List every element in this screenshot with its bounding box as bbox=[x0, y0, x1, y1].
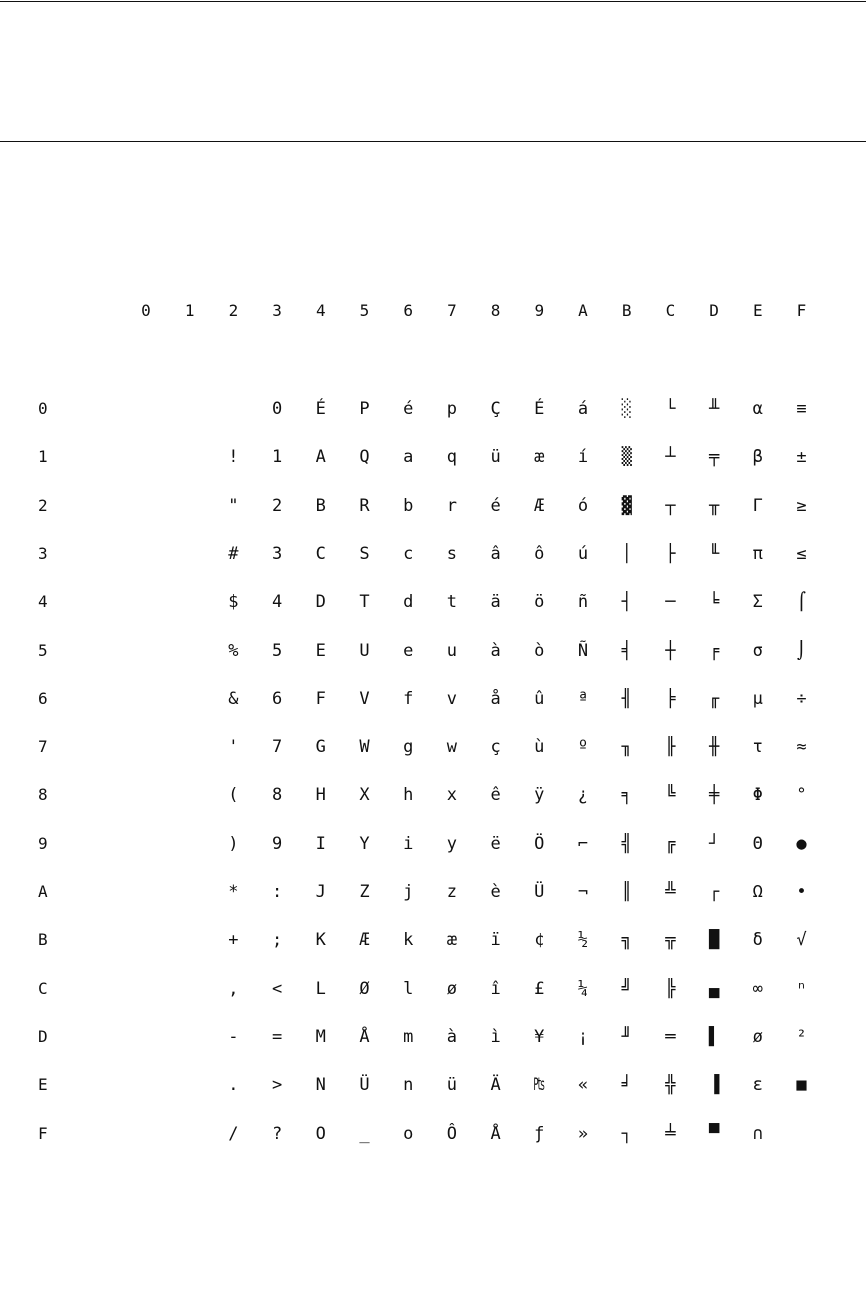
char-cell: ╦ bbox=[665, 930, 676, 951]
char-cell: u bbox=[446, 640, 458, 661]
char-cell: Ô bbox=[446, 1123, 458, 1144]
char-cell: ╚ bbox=[665, 785, 676, 806]
char-cell: ë bbox=[490, 833, 501, 854]
char-cell: ╬ bbox=[665, 1075, 676, 1096]
char-cell: 3 bbox=[271, 543, 283, 564]
char-cell: 1 bbox=[271, 447, 283, 468]
char-cell: ä bbox=[490, 592, 501, 613]
char-cell: x bbox=[446, 785, 458, 806]
char-cell: e bbox=[403, 640, 414, 661]
char-cell: G bbox=[315, 737, 326, 758]
char-cell: a bbox=[403, 447, 414, 468]
row-header: 2 bbox=[38, 495, 48, 515]
char-cell: î bbox=[490, 978, 501, 999]
row-header: 9 bbox=[38, 833, 48, 853]
char-cell: ▀ bbox=[708, 1123, 720, 1144]
char-cell: é bbox=[490, 495, 501, 516]
char-cell: â bbox=[490, 543, 501, 564]
char-cell: * bbox=[228, 882, 239, 902]
char-cell: ┐ bbox=[621, 1123, 632, 1144]
char-cell: ┼ bbox=[665, 640, 676, 661]
char-cell: ô bbox=[534, 543, 545, 564]
char-cell: ⌠ bbox=[796, 592, 807, 613]
column-header: 9 bbox=[534, 301, 545, 320]
char-cell: ╗ bbox=[621, 930, 632, 951]
char-cell: Ü bbox=[359, 1075, 370, 1096]
char-cell: Ö bbox=[534, 833, 545, 854]
char-cell: f bbox=[403, 688, 414, 709]
column-header: B bbox=[621, 301, 632, 320]
char-cell: ÷ bbox=[796, 688, 807, 709]
char-cell: ▐ bbox=[708, 1075, 720, 1096]
char-cell: ñ bbox=[577, 592, 589, 613]
char-cell: ┤ bbox=[621, 592, 632, 613]
char-cell: Å bbox=[490, 1123, 501, 1144]
char-cell: ø bbox=[752, 1026, 763, 1047]
char-cell: æ bbox=[534, 447, 545, 468]
char-cell: X bbox=[359, 785, 370, 806]
char-cell: │ bbox=[621, 543, 632, 564]
char-cell: m bbox=[403, 1026, 414, 1047]
char-cell: 4 bbox=[271, 592, 283, 613]
char-cell: W bbox=[359, 737, 370, 758]
column-header: D bbox=[709, 301, 719, 320]
char-cell: _ bbox=[359, 1123, 370, 1144]
column-header: 8 bbox=[490, 301, 501, 320]
char-cell: π bbox=[752, 543, 763, 564]
char-cell: ╥ bbox=[708, 495, 720, 516]
char-cell: ∞ bbox=[752, 978, 763, 999]
char-cell: n bbox=[403, 1075, 414, 1096]
char-cell: ê bbox=[490, 785, 501, 806]
char-cell: ├ bbox=[665, 543, 676, 564]
char-cell: ╤ bbox=[708, 447, 720, 468]
char-cell: , bbox=[228, 978, 239, 999]
char-cell: B bbox=[315, 495, 326, 516]
char-cell: L bbox=[315, 978, 326, 999]
char-cell: ì bbox=[490, 1026, 501, 1047]
char-cell: ▄ bbox=[708, 978, 720, 999]
char-cell: H bbox=[315, 785, 326, 806]
char-cell: í bbox=[577, 447, 589, 468]
char-cell: C bbox=[315, 543, 326, 564]
char-cell: à bbox=[490, 640, 501, 661]
char-cell: ; bbox=[271, 930, 283, 951]
char-cell: S bbox=[359, 543, 370, 564]
char-cell: ┌ bbox=[708, 882, 720, 902]
char-cell: M bbox=[315, 1026, 326, 1047]
char-cell: ╞ bbox=[665, 688, 676, 709]
char-cell: ¬ bbox=[577, 882, 589, 902]
char-cell: ╙ bbox=[708, 543, 720, 564]
char-cell: à bbox=[446, 1026, 458, 1047]
column-header: C bbox=[665, 301, 676, 320]
char-cell: ⌐ bbox=[577, 833, 589, 854]
char-cell: T bbox=[359, 592, 370, 613]
char-cell: O bbox=[315, 1123, 326, 1144]
char-cell: 8 bbox=[271, 785, 283, 806]
char-cell: Ø bbox=[359, 978, 370, 999]
row-header: E bbox=[38, 1075, 48, 1095]
char-cell: $ bbox=[228, 592, 239, 613]
char-cell: ■ bbox=[796, 1075, 807, 1096]
char-cell: τ bbox=[752, 737, 763, 758]
char-cell: Z bbox=[359, 882, 370, 902]
char-cell: % bbox=[228, 640, 239, 661]
char-cell: - bbox=[228, 1026, 239, 1047]
column-header: A bbox=[578, 301, 588, 320]
char-cell: # bbox=[228, 543, 239, 564]
char-cell: é bbox=[403, 399, 414, 419]
char-cell: ! bbox=[228, 447, 239, 468]
column-header: 0 bbox=[141, 301, 151, 320]
char-cell: ● bbox=[796, 833, 807, 854]
char-cell: F bbox=[315, 688, 326, 709]
char-cell: å bbox=[490, 688, 501, 709]
char-cell: α bbox=[752, 399, 763, 419]
char-cell: ï bbox=[490, 930, 501, 951]
char-cell: J bbox=[315, 882, 326, 902]
char-cell: ─ bbox=[665, 592, 676, 613]
char-cell: 0 bbox=[271, 399, 283, 419]
char-cell: N bbox=[315, 1075, 326, 1096]
char-cell: s bbox=[446, 543, 458, 564]
char-cell: E bbox=[315, 640, 326, 661]
char-cell: z bbox=[446, 882, 458, 902]
char-cell: . bbox=[228, 1075, 239, 1096]
char-cell: " bbox=[228, 495, 239, 516]
char-cell: ┬ bbox=[665, 495, 676, 516]
char-cell: g bbox=[403, 737, 414, 758]
char-cell: ╛ bbox=[621, 1075, 632, 1096]
char-cell: K bbox=[315, 930, 326, 951]
char-cell: 2 bbox=[271, 495, 283, 516]
char-cell: ╒ bbox=[708, 640, 720, 661]
char-cell: ² bbox=[796, 1026, 807, 1047]
char-cell: σ bbox=[752, 640, 763, 661]
char-cell: ¢ bbox=[534, 930, 545, 951]
row-header: 5 bbox=[38, 640, 48, 660]
char-cell: ö bbox=[534, 592, 545, 613]
char-cell: 5 bbox=[271, 640, 283, 661]
char-cell: ' bbox=[228, 737, 239, 758]
char-cell: Θ bbox=[752, 833, 763, 854]
char-cell: Ñ bbox=[577, 640, 589, 661]
char-cell: P bbox=[359, 399, 370, 419]
char-cell: Φ bbox=[752, 785, 763, 806]
char-cell: ╪ bbox=[708, 785, 720, 806]
char-cell: Γ bbox=[752, 495, 763, 516]
char-cell: » bbox=[577, 1123, 589, 1144]
char-cell: c bbox=[403, 543, 414, 564]
row-header: 6 bbox=[38, 688, 48, 708]
char-cell: ╫ bbox=[708, 737, 720, 758]
char-cell: b bbox=[403, 495, 414, 516]
char-cell: Æ bbox=[534, 495, 545, 516]
char-cell: ½ bbox=[577, 930, 589, 951]
char-cell: ó bbox=[577, 495, 589, 516]
char-cell: ║ bbox=[621, 882, 632, 902]
char-cell: : bbox=[271, 882, 283, 902]
char-cell: ) bbox=[228, 833, 239, 854]
char-cell: p bbox=[446, 399, 458, 419]
char-cell: β bbox=[752, 447, 763, 468]
char-cell: █ bbox=[708, 930, 720, 951]
row-header: B bbox=[38, 930, 48, 950]
row-header: D bbox=[38, 1026, 48, 1046]
char-cell: o bbox=[403, 1123, 414, 1144]
char-cell: Ç bbox=[490, 399, 501, 419]
char-cell: ç bbox=[490, 737, 501, 758]
char-cell: ╢ bbox=[621, 688, 632, 709]
char-cell: ▌ bbox=[708, 1026, 720, 1047]
row-header: 4 bbox=[38, 592, 48, 612]
char-cell: ( bbox=[228, 785, 239, 806]
row-header: 8 bbox=[38, 785, 48, 805]
row-header: 7 bbox=[38, 737, 48, 757]
column-header: F bbox=[796, 301, 807, 320]
char-cell: ÿ bbox=[534, 785, 545, 806]
column-header: 7 bbox=[447, 301, 457, 320]
row-header: F bbox=[38, 1123, 48, 1143]
char-cell: ╣ bbox=[621, 833, 632, 854]
char-cell: ƒ bbox=[534, 1123, 545, 1144]
char-cell: ≡ bbox=[796, 399, 807, 419]
char-cell: R bbox=[359, 495, 370, 516]
column-header: 4 bbox=[315, 301, 326, 320]
column-header: 1 bbox=[184, 301, 195, 320]
row-header: A bbox=[38, 882, 48, 901]
char-cell: ╨ bbox=[708, 399, 720, 419]
char-cell: Σ bbox=[752, 592, 763, 613]
char-cell: £ bbox=[534, 978, 545, 999]
char-cell: = bbox=[271, 1026, 283, 1047]
column-header: 2 bbox=[228, 301, 239, 320]
char-cell: ⁿ bbox=[796, 978, 807, 999]
char-cell: ª bbox=[577, 688, 589, 709]
char-cell: ø bbox=[446, 978, 458, 999]
char-cell: > bbox=[271, 1075, 283, 1096]
char-cell: ∩ bbox=[752, 1123, 763, 1144]
char-cell: • bbox=[796, 882, 807, 902]
char-cell: j bbox=[403, 882, 414, 902]
char-cell: ? bbox=[271, 1123, 283, 1144]
char-cell: ≤ bbox=[796, 543, 807, 564]
char-cell: D bbox=[315, 592, 326, 613]
char-cell: á bbox=[577, 399, 589, 419]
char-cell: ü bbox=[446, 1075, 458, 1096]
char-cell: ± bbox=[796, 447, 807, 468]
column-header: E bbox=[752, 301, 763, 320]
char-cell: Æ bbox=[359, 930, 370, 951]
char-cell: V bbox=[359, 688, 370, 709]
char-cell: r bbox=[446, 495, 458, 516]
char-cell: ₧ bbox=[534, 1075, 545, 1096]
char-cell: I bbox=[315, 833, 326, 854]
char-cell: 9 bbox=[271, 833, 283, 854]
char-cell: 6 bbox=[271, 688, 283, 709]
char-cell: ░ bbox=[621, 399, 632, 419]
char-cell: + bbox=[228, 930, 239, 951]
char-cell: æ bbox=[446, 930, 458, 951]
char-cell: U bbox=[359, 640, 370, 661]
char-cell: d bbox=[403, 592, 414, 613]
char-cell: ┴ bbox=[665, 447, 676, 468]
char-cell: ü bbox=[490, 447, 501, 468]
char-cell: ▓ bbox=[621, 495, 632, 516]
char-cell: ╧ bbox=[665, 1123, 676, 1144]
column-header: 6 bbox=[403, 301, 413, 320]
char-cell: √ bbox=[796, 930, 807, 951]
char-cell: Ä bbox=[490, 1075, 501, 1096]
char-cell: i bbox=[403, 833, 414, 854]
char-cell: q bbox=[446, 447, 458, 468]
char-cell: É bbox=[534, 399, 545, 419]
row-header: 3 bbox=[38, 543, 48, 563]
char-cell: Y bbox=[359, 833, 370, 854]
char-cell: < bbox=[271, 978, 283, 999]
char-cell: ò bbox=[534, 640, 545, 661]
column-header: 3 bbox=[272, 301, 282, 320]
char-cell: ╘ bbox=[708, 592, 720, 613]
char-cell: A bbox=[315, 447, 326, 468]
char-cell: 7 bbox=[271, 737, 283, 758]
char-cell: ╓ bbox=[708, 688, 720, 709]
char-cell: ù bbox=[534, 737, 545, 758]
char-cell: Q bbox=[359, 447, 370, 468]
char-cell: É bbox=[315, 399, 326, 419]
char-cell: ¥ bbox=[534, 1026, 545, 1047]
char-cell: δ bbox=[752, 930, 763, 951]
char-cell: µ bbox=[752, 688, 763, 709]
char-cell: Å bbox=[359, 1026, 370, 1047]
char-cell: ┘ bbox=[708, 833, 720, 854]
char-cell: └ bbox=[665, 399, 676, 419]
char-cell: y bbox=[446, 833, 458, 854]
char-cell: ╖ bbox=[621, 737, 632, 758]
char-cell: ▒ bbox=[621, 447, 632, 468]
char-cell: û bbox=[534, 688, 545, 709]
char-cell: ╜ bbox=[621, 1026, 632, 1047]
char-cell: ╡ bbox=[621, 640, 632, 661]
char-cell: « bbox=[577, 1075, 589, 1096]
char-cell: t bbox=[446, 592, 458, 613]
char-cell: l bbox=[403, 978, 414, 999]
char-cell: v bbox=[446, 688, 458, 709]
char-cell: ¡ bbox=[577, 1026, 589, 1047]
char-cell: ε bbox=[752, 1075, 763, 1096]
char-cell: ╩ bbox=[665, 882, 676, 902]
char-cell: ╕ bbox=[621, 785, 632, 806]
char-cell: ═ bbox=[665, 1026, 676, 1047]
char-cell: ¿ bbox=[577, 785, 589, 806]
char-cell: è bbox=[490, 882, 501, 902]
row-header: C bbox=[38, 978, 48, 998]
char-cell: ú bbox=[577, 543, 589, 564]
char-cell: ≥ bbox=[796, 495, 807, 516]
column-header: 5 bbox=[359, 301, 370, 320]
char-cell: ╟ bbox=[665, 737, 676, 758]
char-cell: / bbox=[228, 1123, 239, 1144]
row-header: 0 bbox=[38, 399, 48, 418]
char-cell: ╔ bbox=[665, 833, 676, 854]
char-cell: k bbox=[403, 930, 414, 951]
char-cell: ¼ bbox=[577, 978, 589, 999]
char-cell: Ü bbox=[534, 882, 545, 902]
char-cell: ╠ bbox=[665, 978, 676, 999]
char-cell: h bbox=[403, 785, 414, 806]
char-cell: w bbox=[446, 737, 458, 758]
char-cell: ° bbox=[796, 785, 807, 806]
char-cell: & bbox=[228, 688, 239, 709]
char-cell: ⌡ bbox=[796, 640, 807, 661]
char-cell: Ω bbox=[752, 882, 763, 902]
char-cell: ≈ bbox=[796, 737, 807, 758]
row-header: 1 bbox=[38, 447, 48, 467]
char-cell: ╝ bbox=[621, 978, 632, 999]
char-cell: º bbox=[577, 737, 589, 758]
